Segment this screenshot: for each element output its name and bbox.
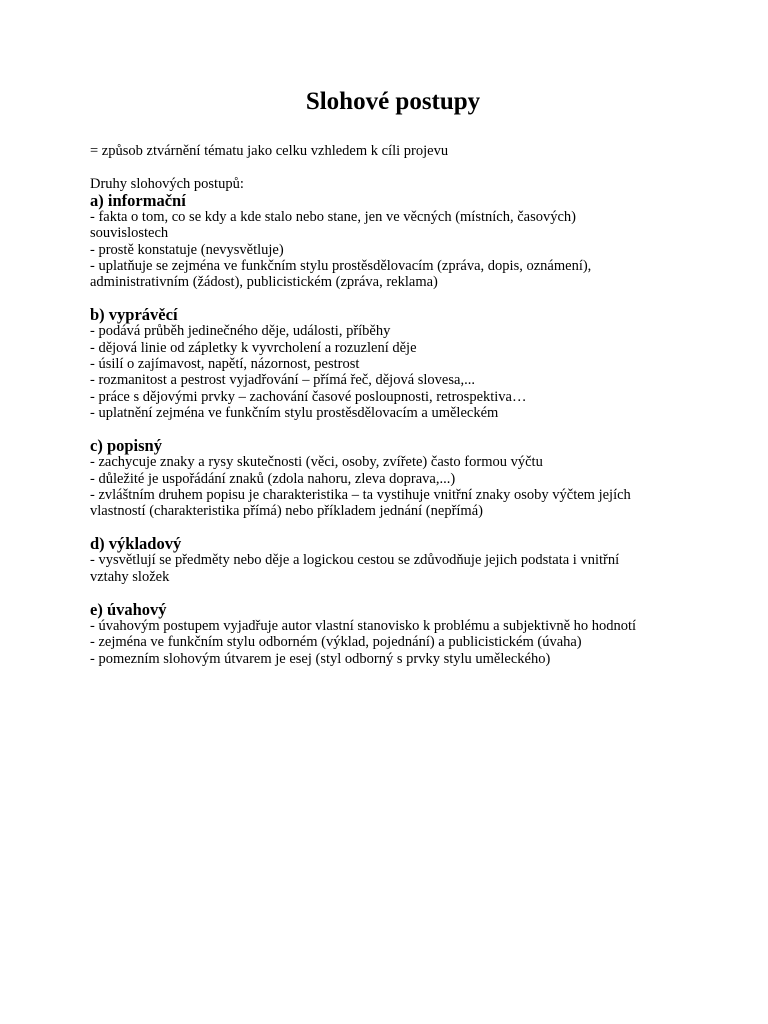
- document-page: [90, 85, 690, 667]
- section-heading: a) informační: [90, 191, 186, 210]
- section-line: - vysvětlují se předměty nebo děje a logickou cestou se zdůvodňuje jejich podstata i vnitřní: [90, 552, 620, 569]
- section-vypraveci: [90, 306, 690, 421]
- section-line: vztahy složek: [90, 568, 170, 585]
- section-line: - úsilí o zajímavost, napětí, názornost, pestrost: [90, 356, 360, 373]
- section-line: - uplatnění zejména ve funkčním stylu prostěsdělovacím a uměleckém: [90, 404, 499, 421]
- section-line: - zvláštním druhem popisu je charakteristika – ta vystihuje vnitřní znaky osoby výčtem jejích: [90, 486, 631, 503]
- section-line: - uplatňuje se zejména ve funkčním stylu prostěsdělovacím (zpráva, dopis, oznámení),: [90, 257, 592, 274]
- section-line: - prostě konstatuje (nevysvětluje): [90, 241, 284, 258]
- section-line: - dějová linie od zápletky k vyvrcholení a rozuzlení děje: [90, 339, 417, 356]
- section-popisny: [90, 437, 690, 519]
- section-line: - podává průběh jedinečného děje, události, příběhy: [90, 323, 391, 340]
- section-informacni: [90, 192, 690, 290]
- section-heading: e) úvahový: [90, 600, 167, 620]
- section-heading: d) výkladový: [90, 534, 182, 554]
- section-line: administrativním (žádost), publicistickém (zpráva, reklama): [90, 274, 438, 291]
- definition-text: = způsob ztvárnění tématu jako celku vzhledem k cíli projevu: [90, 143, 449, 159]
- page-title: Slohové postupy: [305, 88, 481, 115]
- section-line: - zachycuje znaky a rysy skutečnosti (věci, osoby, zvířete) často formou výčtu: [90, 454, 543, 471]
- section-line: - pomezním slohovým útvarem je esej (styl odborný s prvky stylu uměleckého): [90, 650, 551, 667]
- section-uvahovy: [90, 601, 690, 667]
- section-line: - fakta o tom, co se kdy a kde stalo nebo stane, jen ve věcných (místních, časových): [90, 209, 576, 225]
- kinds-intro-text: Druhy slohových postupů:: [90, 175, 244, 192]
- section-line: - úvahovým postupem vyjadřuje autor vlastní stanovisko k problému a subjektivně ho hodnotí: [90, 618, 637, 635]
- section-line: - důležité je uspořádání znaků (zdola nahoru, zleva doprava,...): [90, 470, 456, 487]
- section-line: - rozmanitost a pestrost vyjadřování – přímá řeč, dějová slovesa,...: [90, 372, 475, 389]
- section-line: vlastností (charakteristika přímá) nebo příkladem jednání (nepřímá): [90, 503, 483, 520]
- section-heading: b) vyprávěcí: [90, 305, 178, 325]
- section-line: - zejména ve funkčním stylu odborném (výklad, pojednání) a publicistickém (úvaha): [90, 634, 582, 651]
- section-vykladovy: [90, 535, 690, 585]
- section-heading: c) popisný: [90, 436, 162, 456]
- section-line: - práce s dějovými prvky – zachování časové posloupnosti, retrospektiva…: [90, 388, 527, 405]
- section-line: souvislostech: [90, 225, 169, 242]
